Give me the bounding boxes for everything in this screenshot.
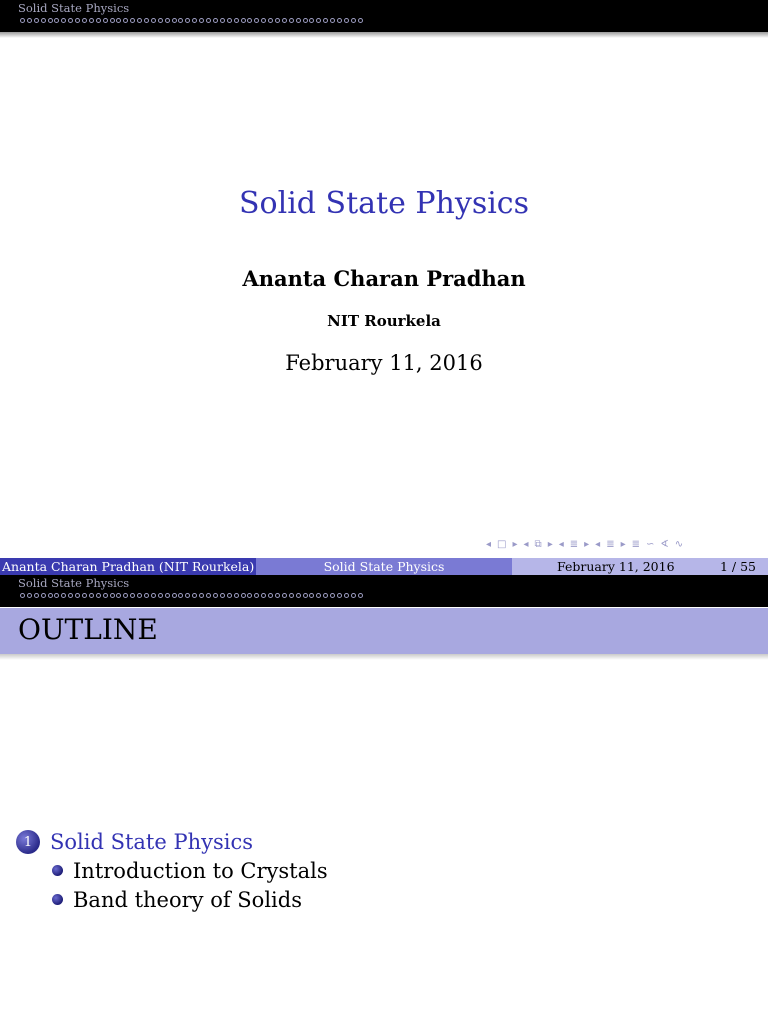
frame-dot-icon[interactable] bbox=[316, 593, 321, 598]
nav-symbol-icon[interactable]: ∽ bbox=[646, 539, 655, 550]
frame-title: OUTLINE bbox=[18, 613, 158, 646]
frame-dot-icon[interactable] bbox=[110, 18, 115, 23]
frame-dot-icon[interactable] bbox=[178, 18, 183, 23]
frame-dot-icon[interactable] bbox=[337, 18, 342, 23]
frame-dot-icon[interactable] bbox=[358, 18, 363, 23]
nav-symbol-icon[interactable]: ∿ bbox=[674, 539, 684, 550]
toc-section-label[interactable]: Solid State Physics bbox=[50, 830, 254, 854]
frame-dot-icon[interactable] bbox=[41, 593, 46, 598]
nav-symbol-icon[interactable]: ▸ bbox=[584, 539, 590, 550]
frame-dot-icon[interactable] bbox=[227, 18, 232, 23]
frame-dot-icon[interactable] bbox=[220, 18, 225, 23]
frame-dot-icon[interactable] bbox=[110, 593, 115, 598]
nav-symbol-icon[interactable]: ◂ bbox=[523, 539, 529, 550]
frame-dot-icon[interactable] bbox=[268, 593, 273, 598]
frame-dot-icon[interactable] bbox=[268, 18, 273, 23]
frame-dot-icon[interactable] bbox=[89, 593, 94, 598]
frame-dot-icon[interactable] bbox=[96, 18, 101, 23]
institute-name: NIT Rourkela bbox=[327, 312, 441, 330]
frame-dot-icon[interactable] bbox=[296, 18, 301, 23]
frame-dot-icon[interactable] bbox=[234, 18, 239, 23]
nav-symbol-icon[interactable]: ≣ bbox=[631, 539, 641, 550]
frame-dot-icon[interactable] bbox=[54, 593, 59, 598]
nav-symbol-icon[interactable]: ∢ bbox=[660, 539, 669, 550]
frame-dot-icon[interactable] bbox=[61, 18, 66, 23]
frame-dot-icon[interactable] bbox=[103, 18, 108, 23]
frame-dot-icon[interactable] bbox=[158, 18, 163, 23]
frame-dot-icon[interactable] bbox=[227, 593, 232, 598]
frame-dot-icon[interactable] bbox=[144, 593, 149, 598]
frame-dot-icon[interactable] bbox=[75, 18, 80, 23]
frame-dot-icon[interactable] bbox=[254, 18, 259, 23]
frame-dot-icon[interactable] bbox=[130, 593, 135, 598]
frame-dot-icon[interactable] bbox=[68, 593, 73, 598]
frame-dot-icon[interactable] bbox=[289, 18, 294, 23]
footline-title: Solid State Physics bbox=[256, 558, 512, 575]
nav-symbol-icon[interactable]: ▸ bbox=[512, 539, 518, 550]
frame-dot-icon[interactable] bbox=[137, 593, 142, 598]
frame-dot-icon[interactable] bbox=[358, 593, 363, 598]
nav-symbol-icon[interactable]: ◂ bbox=[595, 539, 601, 550]
frame-dot-icon[interactable] bbox=[206, 593, 211, 598]
frame-dot-icon[interactable] bbox=[316, 18, 321, 23]
nav-symbol-icon[interactable]: ≣ bbox=[606, 539, 615, 550]
frame-dot-icon[interactable] bbox=[82, 593, 87, 598]
frame-dot-icon[interactable] bbox=[309, 593, 314, 598]
frame-dot-icon[interactable] bbox=[144, 18, 149, 23]
frame-dot-icon[interactable] bbox=[213, 18, 218, 23]
footline-date: February 11, 2016 bbox=[557, 559, 675, 574]
frame-dot-icon[interactable] bbox=[337, 593, 342, 598]
headline-shadow bbox=[0, 32, 768, 38]
frame-dot-icon[interactable] bbox=[185, 593, 190, 598]
nav-symbol-icon[interactable]: ≣ bbox=[569, 539, 579, 550]
author-name: Ananta Charan Pradhan bbox=[242, 266, 526, 291]
frame-dot-icon[interactable] bbox=[254, 593, 259, 598]
frame-dot-icon[interactable] bbox=[75, 593, 80, 598]
frame-dot-icon[interactable] bbox=[54, 18, 59, 23]
toc-section[interactable] bbox=[16, 828, 328, 856]
headline-bar bbox=[0, 0, 768, 32]
frame-dot-icon[interactable] bbox=[34, 18, 39, 23]
frame-dot-icon[interactable] bbox=[130, 18, 135, 23]
outline-slide bbox=[0, 575, 768, 1024]
frame-dot-icon[interactable] bbox=[172, 18, 177, 23]
frame-dot-icon[interactable] bbox=[323, 18, 328, 23]
frame-dot-icon[interactable] bbox=[275, 593, 280, 598]
headline-bar bbox=[0, 575, 768, 607]
frame-dot-icon[interactable] bbox=[48, 593, 53, 598]
navigation-dots[interactable] bbox=[20, 593, 363, 598]
frame-dot-icon[interactable] bbox=[185, 18, 190, 23]
frame-dot-icon[interactable] bbox=[68, 18, 73, 23]
frame-dot-icon[interactable] bbox=[96, 593, 101, 598]
beamer-navigation-symbols[interactable] bbox=[486, 539, 683, 550]
frame-dot-icon[interactable] bbox=[241, 593, 246, 598]
nav-symbol-icon[interactable]: ◂ bbox=[486, 539, 492, 550]
frame-dot-icon[interactable] bbox=[351, 18, 356, 23]
frame-dot-icon[interactable] bbox=[20, 18, 25, 23]
headline-section-title[interactable]: Solid State Physics bbox=[18, 576, 130, 590]
frame-dot-icon[interactable] bbox=[82, 18, 87, 23]
frame-dot-icon[interactable] bbox=[61, 593, 66, 598]
footline-date-page bbox=[512, 558, 768, 575]
frame-dot-icon[interactable] bbox=[351, 593, 356, 598]
bullet-ball-icon bbox=[52, 865, 63, 876]
frame-dot-icon[interactable] bbox=[199, 593, 204, 598]
frame-dot-icon[interactable] bbox=[323, 593, 328, 598]
frame-dot-icon[interactable] bbox=[206, 18, 211, 23]
frame-dot-icon[interactable] bbox=[165, 593, 170, 598]
toc-subsection-label[interactable]: Band theory of Solids bbox=[73, 887, 302, 912]
footline-author: Ananta Charan Pradhan (NIT Rourkela) bbox=[2, 559, 255, 574]
nav-symbol-icon[interactable]: □ bbox=[497, 539, 507, 550]
frame-dot-icon[interactable] bbox=[48, 18, 53, 23]
frame-title-bar bbox=[0, 608, 768, 654]
toc-subsection[interactable] bbox=[52, 885, 328, 914]
frame-dot-icon[interactable] bbox=[330, 18, 335, 23]
frame-title-shadow bbox=[0, 654, 768, 660]
frame-dot-icon[interactable] bbox=[303, 18, 308, 23]
frame-dot-icon[interactable] bbox=[213, 593, 218, 598]
frame-dot-icon[interactable] bbox=[247, 18, 252, 23]
frame-dot-icon[interactable] bbox=[151, 18, 156, 23]
nav-symbol-icon[interactable]: ▸ bbox=[547, 539, 553, 550]
frame-dot-icon[interactable] bbox=[282, 593, 287, 598]
frame-dot-icon[interactable] bbox=[261, 18, 266, 23]
frame-dot-icon[interactable] bbox=[172, 593, 177, 598]
bullet-ball-icon bbox=[52, 894, 63, 905]
toc-subsection-label[interactable]: Introduction to Crystals bbox=[73, 858, 328, 883]
toc-subsection[interactable] bbox=[52, 856, 328, 885]
frame-dot-icon[interactable] bbox=[89, 18, 94, 23]
frame-dot-icon[interactable] bbox=[220, 593, 225, 598]
headline-section-title[interactable]: Solid State Physics bbox=[18, 1, 130, 15]
frame-dot-icon[interactable] bbox=[192, 593, 197, 598]
frame-dot-icon[interactable] bbox=[234, 593, 239, 598]
frame-dot-icon[interactable] bbox=[158, 593, 163, 598]
navigation-dots[interactable] bbox=[20, 18, 363, 23]
frame-dot-icon[interactable] bbox=[289, 593, 294, 598]
presentation-title: Solid State Physics bbox=[238, 186, 530, 221]
frame-dot-icon[interactable] bbox=[261, 593, 266, 598]
frame-dot-icon[interactable] bbox=[103, 593, 108, 598]
frame-dot-icon[interactable] bbox=[344, 593, 349, 598]
frame-dot-icon[interactable] bbox=[282, 18, 287, 23]
nav-symbol-icon[interactable]: ◂ bbox=[558, 539, 564, 550]
frame-dot-icon[interactable] bbox=[199, 18, 204, 23]
frame-dot-icon[interactable] bbox=[20, 593, 25, 598]
section-number-ball: 1 bbox=[16, 830, 40, 854]
frame-dot-icon[interactable] bbox=[192, 18, 197, 23]
frame-dot-icon[interactable] bbox=[303, 593, 308, 598]
frame-dot-icon[interactable] bbox=[41, 18, 46, 23]
presentation-date: February 11, 2016 bbox=[285, 351, 483, 375]
table-of-contents bbox=[16, 828, 328, 914]
frame-dot-icon[interactable] bbox=[309, 18, 314, 23]
frame-dot-icon[interactable] bbox=[275, 18, 280, 23]
frame-dot-icon[interactable] bbox=[178, 593, 183, 598]
frame-dot-icon[interactable] bbox=[330, 593, 335, 598]
frame-dot-icon[interactable] bbox=[123, 18, 128, 23]
frame-dot-icon[interactable] bbox=[27, 18, 32, 23]
footline-page-number: 1 / 55 bbox=[719, 559, 756, 574]
frame-dot-icon[interactable] bbox=[241, 18, 246, 23]
frame-dot-icon[interactable] bbox=[116, 18, 121, 23]
frame-dot-icon[interactable] bbox=[165, 18, 170, 23]
frame-dot-icon[interactable] bbox=[151, 593, 156, 598]
frame-dot-icon[interactable] bbox=[116, 593, 121, 598]
frame-dot-icon[interactable] bbox=[344, 18, 349, 23]
frame-dot-icon[interactable] bbox=[123, 593, 128, 598]
frame-dot-icon[interactable] bbox=[27, 593, 32, 598]
frame-dot-icon[interactable] bbox=[296, 593, 301, 598]
nav-symbol-icon[interactable]: ⧉ bbox=[534, 539, 542, 550]
frame-dot-icon[interactable] bbox=[247, 593, 252, 598]
nav-symbol-icon[interactable]: ▸ bbox=[620, 539, 626, 550]
footline bbox=[0, 558, 768, 575]
frame-dot-icon[interactable] bbox=[137, 18, 142, 23]
frame-dot-icon[interactable] bbox=[34, 593, 39, 598]
